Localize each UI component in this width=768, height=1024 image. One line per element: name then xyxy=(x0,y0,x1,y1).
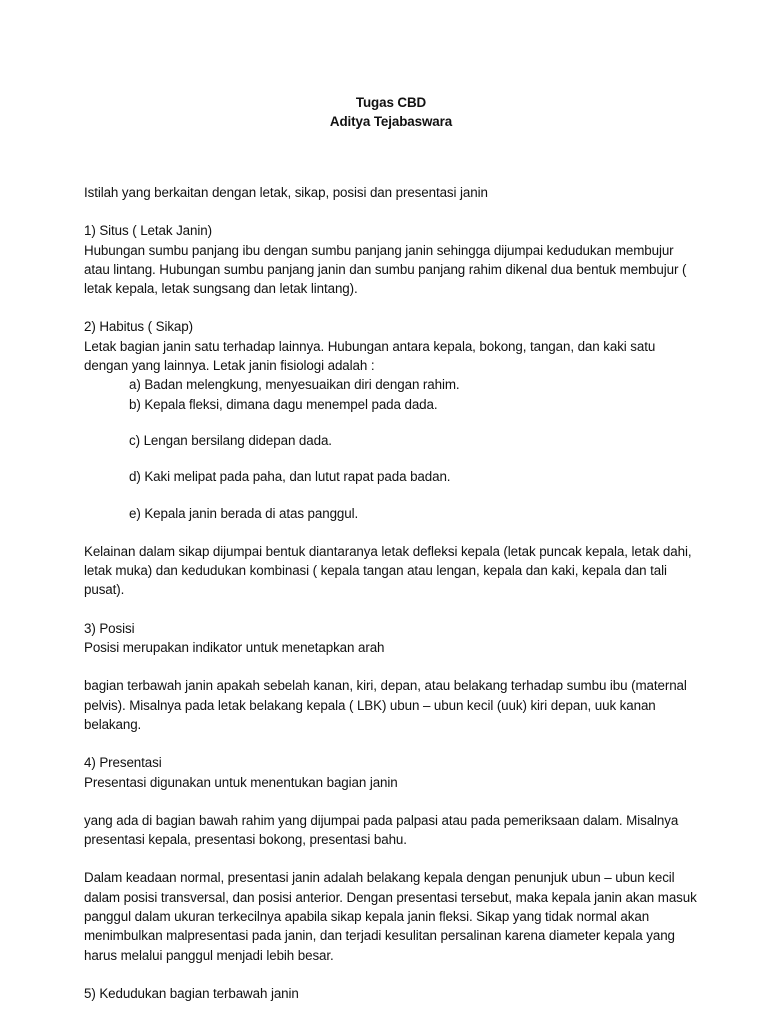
section-2-body-2: Kelainan dalam sikap dijumpai bentuk diantaranya letak defleksi kepala (letak puncak kepala, letak dahi, letak muka) dan kedudukan kombinasi ( kepala tangan atau lengan, kepala dan kaki, kepala dan tali pusat). xyxy=(84,543,692,598)
section-4-body-3: Dalam keadaan normal, presentasi janin adalah belakang kepala dengan penunjuk ubun – ubun kecil dalam posisi transversal, dan posisi anterior. Dengan presentasi tersebut, maka kepala janin akan masuk panggul dalam ukuran terkecilnya apabila sikap kepala janin fleksi. Sikap yang tidak normal akan menimbulkan malpresentasi pada janin, dan terjadi kesulitan persalinan karena diameter kepala yang harus melalui panggul menjadi lebih besar. xyxy=(84,870,697,963)
section-5-heading: 5) Kedudukan bagian terbawah janin xyxy=(84,985,299,1001)
list-item: b) Kepala fleksi, dimana dagu menempel pada dada. xyxy=(129,396,438,412)
title-block xyxy=(84,93,698,131)
section-3-body-2: bagian terbawah janin apakah sebelah kanan, kiri, depan, atau belakang terhadap sumbu ibu (maternal pelvis). Misalnya pada letak belakang kepala ( LBK) ubun – ubun kecil (uuk) kiri depan, uuk kanan belakang. xyxy=(84,678,687,732)
document-author: Aditya Tejabaswara xyxy=(329,114,453,129)
document-title: Tugas CBD xyxy=(355,95,427,110)
section-2-body: Letak bagian janin satu terhadap lainnya. Hubungan antara kepala, bokong, tangan, dan kaki satu dengan yang lainnya. Letak janin fisiologi adalah : xyxy=(84,338,656,374)
section-4-body-2: yang ada di bagian bawah rahim yang dijumpai pada palpasi atau pada pemeriksaan dalam. Misalnya presentasi kepala, presentasi bokong, presentasi bahu. xyxy=(84,812,679,848)
list-item: d) Kaki melipat pada paha, dan lutut rapat pada badan. xyxy=(129,469,451,485)
list-item: a) Badan melengkung, menyesuaikan diri dengan rahim. xyxy=(129,377,460,393)
section-4-body: Presentasi digunakan untuk menentukan bagian janin xyxy=(84,774,398,790)
section-4-heading: 4) Presentasi xyxy=(84,755,162,771)
list-item: e) Kepala janin berada di atas panggul. xyxy=(129,505,359,521)
list-item: c) Lengan bersilang didepan dada. xyxy=(129,432,332,448)
section-1-heading: 1) Situs ( Letak Janin) xyxy=(84,223,212,239)
intro-paragraph: Istilah yang berkaitan dengan letak, sikap, posisi dan presentasi janin xyxy=(84,185,488,200)
section-1-body: Hubungan sumbu panjang ibu dengan sumbu panjang janin sehingga dijumpai kedudukan membujur atau lintang. Hubungan sumbu panjang janin dan sumbu panjang rahim dikenal dua bentuk membujur ( letak kepala, letak sungsang dan letak lintang). xyxy=(84,242,687,297)
section-2-heading: 2) Habitus ( Sikap) xyxy=(84,319,193,335)
section-3-heading: 3) Posisi xyxy=(84,620,135,636)
section-3-body: Posisi merupakan indikator untuk menetapkan arah xyxy=(84,640,385,656)
